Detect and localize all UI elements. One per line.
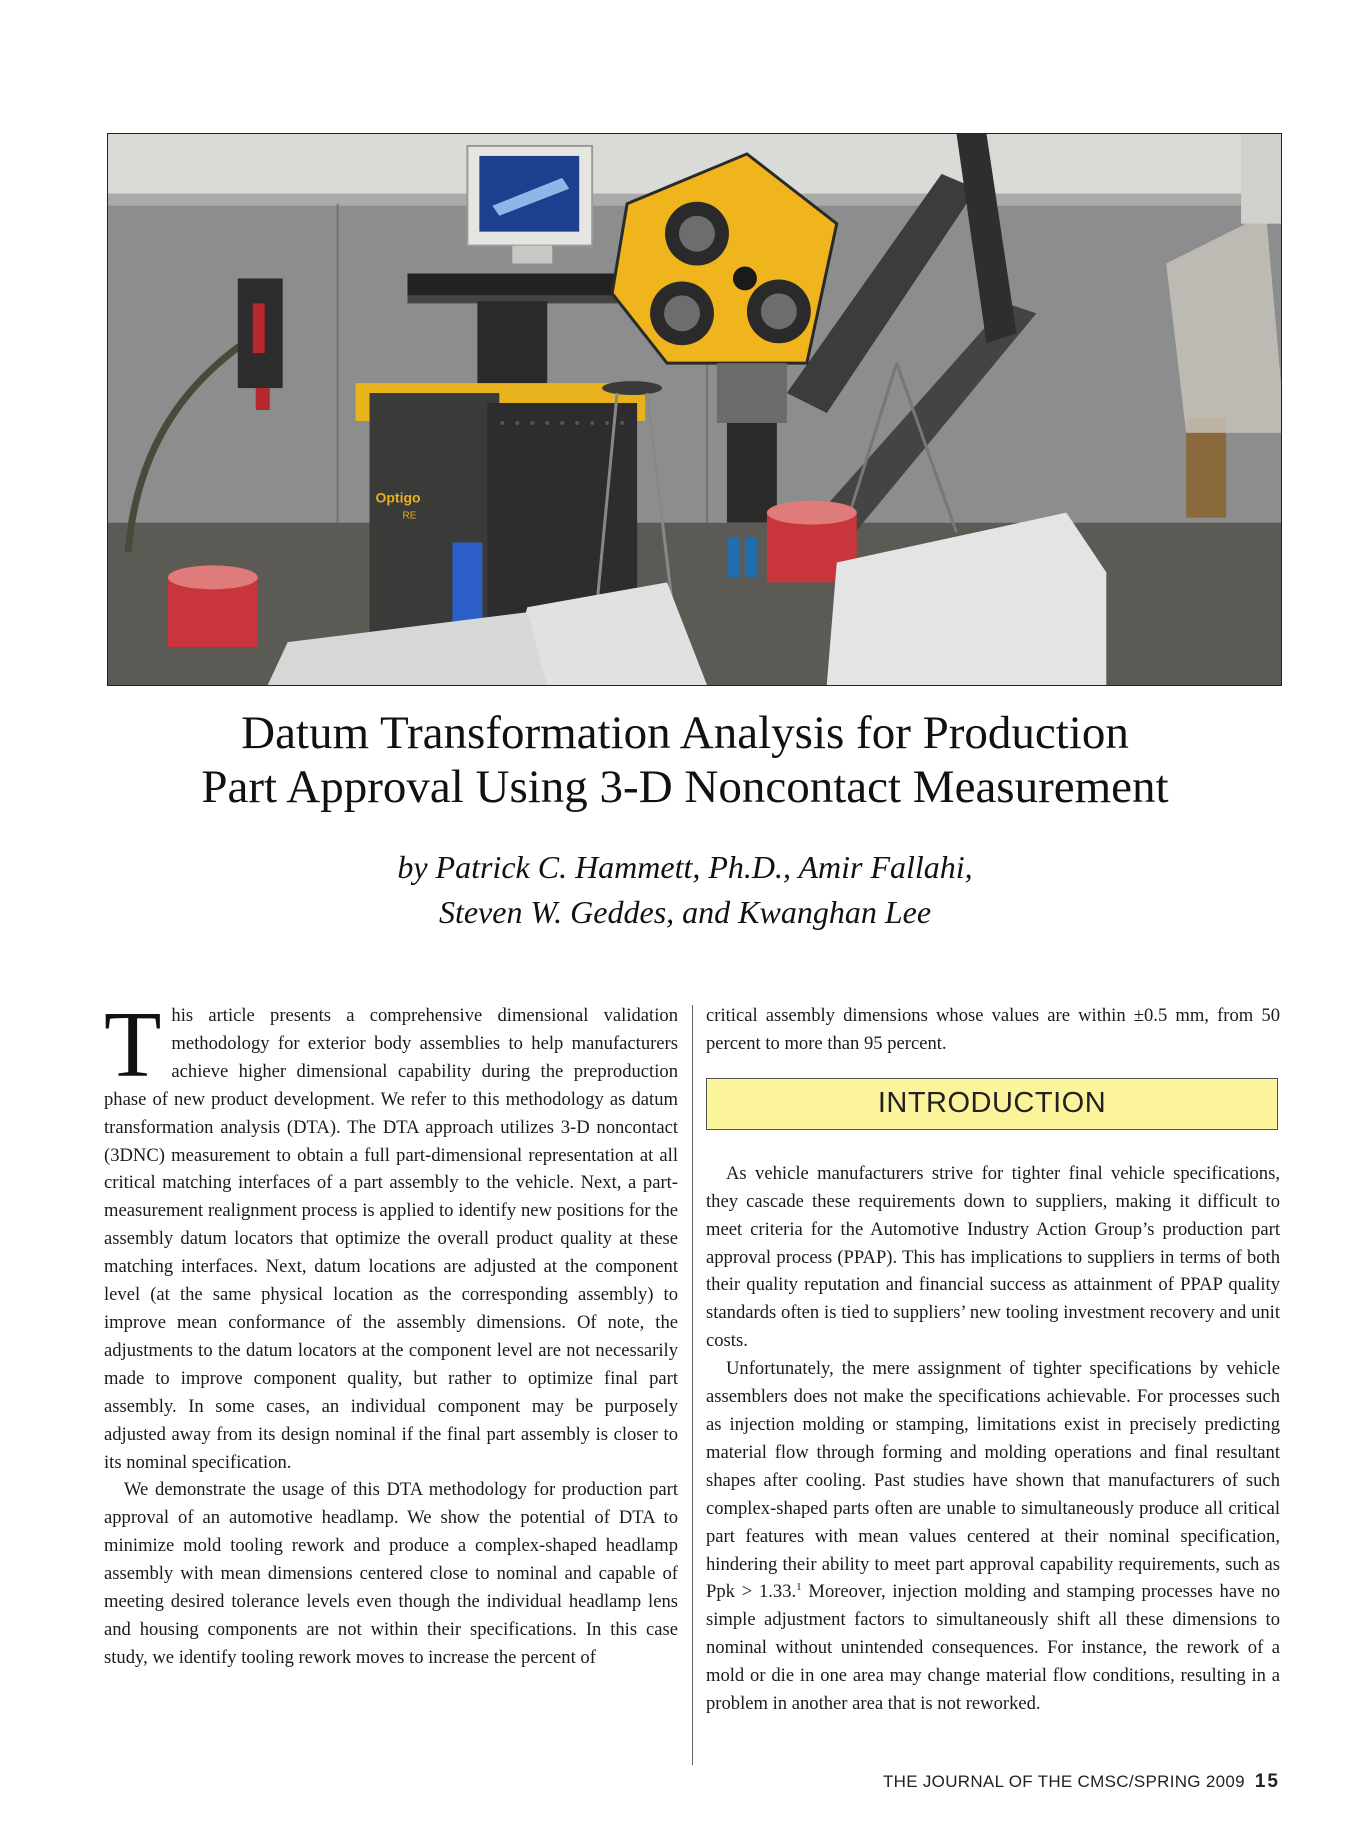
- intro-paragraph-2: [706, 1355, 1280, 1718]
- machine-brand-text: Optigo: [375, 489, 421, 506]
- footnote-ref: 1: [796, 1581, 802, 1594]
- article-authors: [60, 845, 1310, 935]
- column-divider: [692, 1005, 693, 1765]
- abstract-paragraph: [104, 993, 678, 1476]
- authors-line-1: by Patrick C. Hammett, Ph.D., Amir Fallahi,: [397, 849, 973, 885]
- intro-paragraph-2-a: Unfortunately, the mere assignment of tighter specifications by vehicle assemblers does not make the specifications achievable. For processes such as injection molding or stamping, limitations exist in precisely predicting material flow through forming and molding operations and final resultant shapes after cooling. Past studies have shown that manufacturers of such complex-shaped parts often are unable to simultaneously produce all critical part features with mean values centered at their nominal specification, hindering their ability to meet part approval capability requirements, such as Ppk > 1.33.: [706, 1358, 1280, 1603]
- section-heading-introduction: INTRODUCTION: [706, 1078, 1278, 1130]
- demo-paragraph: We demonstrate the usage of this DTA methodology for production part approval of an automotive headlamp. We show the potential of DTA to minimize mold tooling rework and produce a complex-shaped headlamp assembly with mean dimensions centered close to nominal and capable of meeting desired tolerance levels even though the individual headlamp lens and housing components are not within their specifications. In this case study, we identify tooling rework moves to increase the percent of: [104, 1479, 678, 1668]
- header-photo: [107, 133, 1282, 686]
- measurement-lab-illustration: [108, 134, 1281, 685]
- title-line-1: Datum Transformation Analysis for Production: [241, 707, 1129, 759]
- intro-paragraph-1: As vehicle manufacturers strive for tighter final vehicle specifications, they cascade these requirements down to suppliers, making it difficult to meet criteria for the Automotive Industry Action Group’s production part approval process (PPAP). This has implications to suppliers in terms of both their quality reputation and financial success as attainment of PPAP quality standards often is tied to suppliers’ new tooling investment recovery and unit costs.: [706, 1162, 1280, 1352]
- page-footer: [883, 1771, 1280, 1793]
- article-title: [60, 706, 1310, 814]
- intro-paragraph-2-b: Moreover, injection molding and stamping processes have no simple adjustment factors to simultaneously shift all these dimensions to nominal without unintended consequences. For instance, the rework of a mold or die in one area may change material flow conditions, resulting in a problem in another area that is not reworked.: [706, 1581, 1280, 1715]
- continued-paragraph: critical assembly dimensions whose values are within ±0.5 mm, from 50 percent to more than 95 percent.: [706, 1005, 1280, 1054]
- left-column: [104, 993, 678, 1672]
- right-column: [706, 1002, 1280, 1718]
- drop-cap: T: [104, 993, 162, 1097]
- machine-sub-text: RE: [402, 510, 417, 522]
- authors-line-2: Steven W. Geddes, and Kwanghan Lee: [438, 894, 932, 930]
- page-number: 15: [1254, 1771, 1280, 1792]
- title-line-2: Part Approval Using 3-D Noncontact Measurement: [201, 761, 1169, 813]
- abstract-text: his article presents a comprehensive dimensional validation methodology for exterior body assemblies to help manufacturers achieve higher dimensional capability during the preproduction phase of new product development. We refer to this methodology as datum transformation analysis (DTA). The DTA approach utilizes 3-D noncontact (3DNC) measurement to obtain a full part-dimensional representation at all critical matching interfaces of a part assembly to the vehicle. Next, a part-measurement realignment process is applied to identify new positions for the assembly datum locators that optimize the overall product quality at these matching interfaces. Next, datum locations are adjusted at the component level (at the same physical location as the corresponding assembly) to improve mean conformance of the assembly dimensions. Of note, the adjustments to the datum locators at the component level are not necessarily made to improve component quality, but rather to optimize final part assembly. In some cases, an individual component may be purposely adjusted away from its design nominal if the final part assembly is closer to its nominal specification.: [104, 1005, 678, 1473]
- journal-name: THE JOURNAL OF THE CMSC/SPRING 2009: [882, 1772, 1245, 1791]
